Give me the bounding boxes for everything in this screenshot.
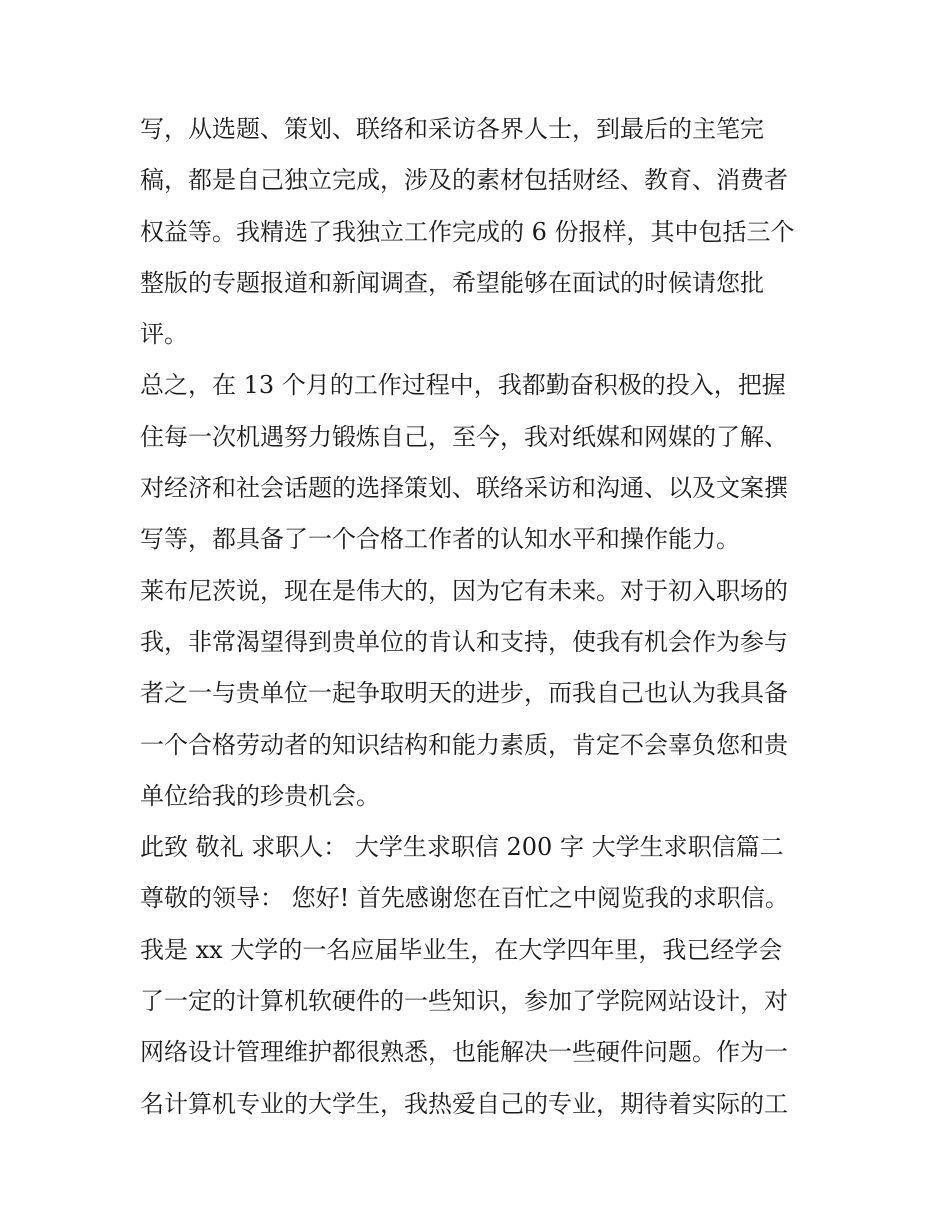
text-line: 总之，在 13 个月的工作过程中，我都勤奋积极的投入，把握: [140, 371, 786, 400]
text-line: 对经济和社会话题的选择策划、联络采访和沟通、以及文案撰: [140, 474, 788, 503]
text-line: 写等，都具备了一个合格工作者的认知水平和操作能力。: [140, 525, 740, 554]
text-line: 莱布尼茨说，现在是伟大的，因为它有未来。对于初入职场的: [140, 576, 788, 605]
text-line: 稿，都是自己独立完成，涉及的素材包括财经、教育、消费者: [140, 166, 788, 195]
text-line: 住每一次机遇努力锻炼自己，至今，我对纸媒和网媒的了解、: [140, 422, 788, 451]
text-line: 了一定的计算机软硬件的一些知识，参加了学院网站设计，对: [140, 987, 788, 1016]
text-line: 整版的专题报道和新闻调查，希望能够在面试的时候请您批: [140, 268, 764, 297]
text-line: 评。: [140, 320, 188, 349]
text-line: 权益等。我精选了我独立工作完成的 6 份报样，其中包括三个: [140, 217, 795, 246]
text-line: 单位给我的珍贵机会。: [140, 781, 380, 810]
text-line: 网络设计管理维护都很熟悉，也能解决一些硬件问题。作为一: [140, 1038, 788, 1067]
text-line: 名计算机专业的大学生，我热爱自己的专业，期待着实际的工: [140, 1089, 788, 1118]
text-line: 写，从选题、策划、联络和采访各界人士，到最后的主笔完: [140, 115, 764, 143]
text-line: 我是 xx 大学的一名应届毕业生，在大学四年里，我已经学会: [140, 935, 783, 964]
document-body: [140, 104, 820, 1130]
text-line: 一个合格劳动者的知识结构和能力素质，肯定不会辜负您和贵: [140, 730, 788, 759]
text-line: 我，非常渴望得到贵单位的肯认和支持，使我有机会作为参与: [140, 627, 788, 656]
text-line: 者之一与贵单位一起争取明天的进步，而我自己也认为我具备: [140, 679, 788, 708]
text-line: 尊敬的领导： 您好! 首先感谢您在百忙之中阅览我的求职信。: [140, 884, 789, 913]
text-line: 此致 敬礼 求职人： 大学生求职信 200 字 大学生求职信篇二: [140, 833, 784, 862]
